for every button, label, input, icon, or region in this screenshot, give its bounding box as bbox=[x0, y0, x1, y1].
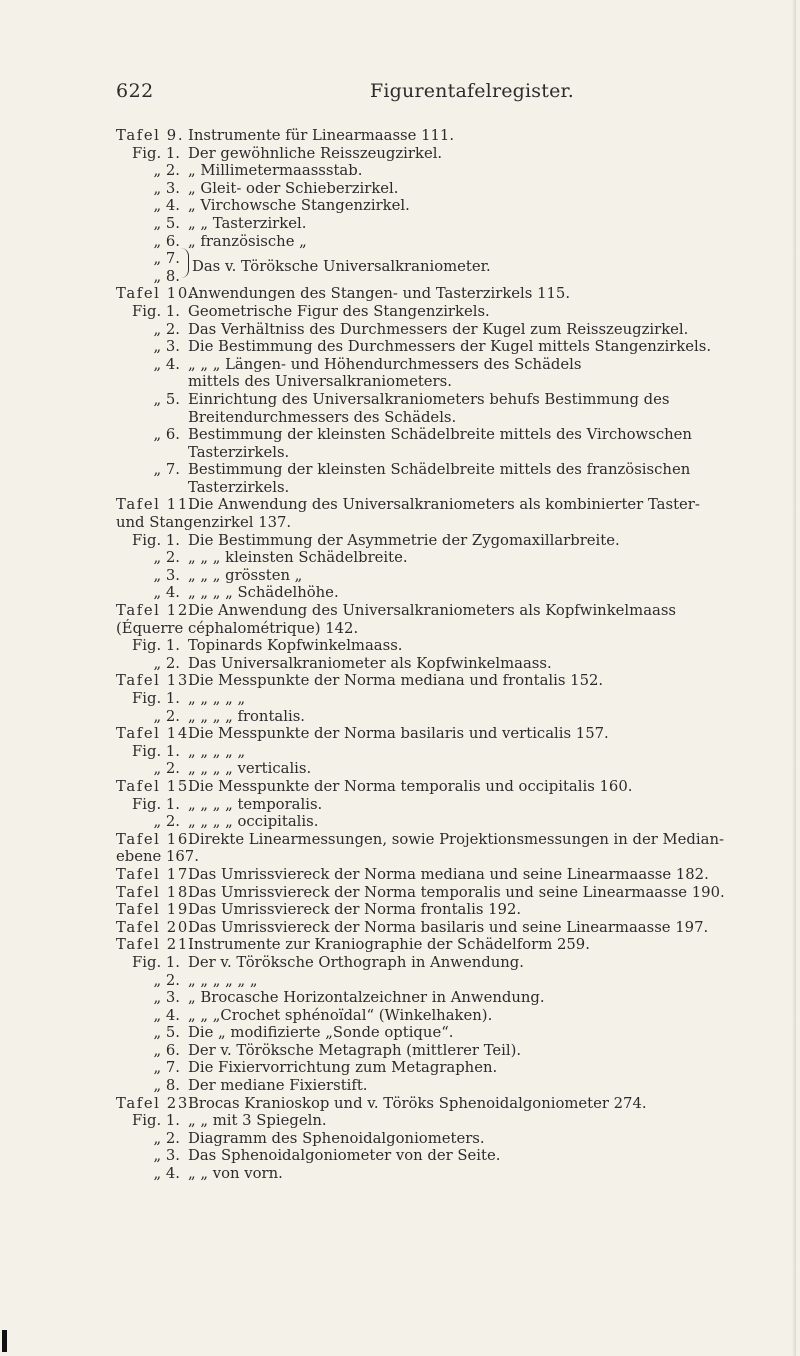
entry-text: „ Virchowsche Stangenzirkel. bbox=[188, 197, 410, 215]
entry-text: Breitendurchmessers des Schädels. bbox=[188, 408, 457, 426]
entry-text: mittels des Universalkraniometers. bbox=[188, 373, 452, 391]
figure-label: „ 7. bbox=[153, 1059, 180, 1077]
figure-label: Fig. 1. bbox=[132, 531, 180, 549]
figure-entry bbox=[0, 567, 800, 585]
entry-text: „ Brocasche Horizontalzeichner in Anwendung. bbox=[188, 989, 545, 1007]
figure-entry bbox=[0, 426, 800, 444]
entry-text: Der v. Töröksche Metagraph (mittlerer Teil). bbox=[188, 1041, 522, 1059]
entry-text: „ „ von vorn. bbox=[188, 1165, 283, 1183]
figure-label: „ 4. bbox=[153, 584, 180, 602]
entry-text: Die Fixiervorrichtung zum Metagraphen. bbox=[188, 1059, 498, 1077]
tafel-entry bbox=[0, 1095, 800, 1113]
figure-entry bbox=[0, 233, 800, 251]
figure-label: Fig. 1. bbox=[132, 953, 180, 971]
entry-text: Die Messpunkte der Norma mediana und frontalis 152. bbox=[188, 672, 604, 690]
figure-label: Fig. 1. bbox=[132, 144, 180, 162]
figure-label: „ 6. bbox=[153, 426, 180, 444]
entry-text: Tasterzirkels. bbox=[188, 478, 290, 496]
tafel-label: Tafel 11. bbox=[116, 496, 196, 514]
entry-text: Die Anwendung des Universalkraniometers als kombinierter Taster- bbox=[188, 496, 700, 514]
page-number: 622 bbox=[116, 80, 154, 102]
figure-label: Fig. 1. bbox=[132, 1112, 180, 1130]
tafel-label: Tafel 23. bbox=[116, 1094, 196, 1112]
entry-text: Bestimmung der kleinsten Schädelbreite mittels des französischen bbox=[188, 461, 691, 479]
figure-entry bbox=[0, 1007, 800, 1025]
figure-label: „ 6. bbox=[153, 1041, 180, 1059]
entry-text: „ Gleit- oder Schieberzirkel. bbox=[188, 179, 399, 197]
entry-text: „ „ „ „ occipitalis. bbox=[188, 813, 319, 831]
figure-label: „ 3. bbox=[153, 179, 180, 197]
figure-label: „ 5. bbox=[153, 390, 180, 408]
figure-label: „ 5. bbox=[153, 1024, 180, 1042]
tafel-entry bbox=[0, 936, 800, 954]
figure-entry bbox=[0, 1112, 800, 1130]
tafel-entry bbox=[0, 778, 800, 796]
entry-text: ebene 167. bbox=[116, 848, 199, 866]
entry-text: Geometrische Figur des Stangenzirkels. bbox=[188, 302, 490, 320]
tafel-entry bbox=[0, 285, 800, 303]
tafel-entry bbox=[0, 884, 800, 902]
entry-text: Das Universalkraniometer als Kopfwinkelmaass. bbox=[188, 654, 552, 672]
entry-text: Topinards Kopfwinkelmaass. bbox=[188, 637, 403, 655]
figure-entry bbox=[0, 972, 800, 990]
entry-text: „ „ „ Längen- und Höhendurchmessers des Schädels bbox=[188, 355, 582, 373]
figure-label: „ 3. bbox=[153, 989, 180, 1007]
entry-text: und Stangenzirkel 137. bbox=[116, 514, 292, 532]
figure-label: „ 3. bbox=[153, 338, 180, 356]
tafel-entry bbox=[0, 919, 800, 937]
entry-text: Brocas Kranioskop und v. Töröks Sphenoidalgoniometer 274. bbox=[188, 1094, 647, 1112]
entry-text: Anwendungen des Stangen- und Tasterzirkels 115. bbox=[188, 285, 571, 303]
entry-text: Die Bestimmung des Durchmessers der Kugel mittels Stangenzirkels. bbox=[188, 338, 712, 356]
entry-text: Das Umrissviereck der Norma frontalis 192. bbox=[188, 901, 522, 919]
figure-entry bbox=[0, 760, 800, 778]
margin-mark bbox=[2, 1330, 7, 1352]
entry-text: (Équerre céphalométrique) 142. bbox=[116, 619, 359, 637]
entry-text: Instrumente zur Kraniographie der Schädelform 259. bbox=[188, 936, 590, 954]
figure-entry bbox=[0, 532, 800, 550]
entry-text: Bestimmung der kleinsten Schädelbreite mittels des Virchowschen bbox=[188, 426, 692, 444]
tafel-entry bbox=[0, 127, 800, 145]
tafel-entry bbox=[0, 496, 800, 514]
page-edge-shadow bbox=[792, 0, 796, 1356]
entry-text: „ „ „ „ „ bbox=[188, 690, 246, 707]
entry-text: Das v. Töröksche Universalkraniometer. bbox=[192, 258, 491, 276]
running-title: Figurentafelregister. bbox=[370, 80, 574, 102]
entry-text: Instrumente für Linearmaasse 111. bbox=[188, 127, 455, 144]
figure-entry bbox=[0, 796, 800, 814]
figure-label: „ 3. bbox=[153, 1147, 180, 1165]
tafel-label: Tafel 15. bbox=[116, 777, 196, 795]
tafel-entry bbox=[0, 866, 800, 884]
entry-text: „ „ „ „ frontalis. bbox=[188, 707, 305, 725]
figure-label: „ 5. bbox=[153, 214, 180, 232]
entry-text: „ „ mit 3 Spiegeln. bbox=[188, 1112, 327, 1130]
tafel-label: Tafel 12. bbox=[116, 602, 196, 620]
tafel-label: Tafel 16. bbox=[116, 830, 196, 848]
figure-label: „ 7. bbox=[153, 250, 180, 268]
continuation-line bbox=[0, 514, 800, 532]
figure-label: „ 2. bbox=[153, 760, 180, 778]
figure-label: „ 2. bbox=[153, 320, 180, 338]
tafel-entry bbox=[0, 901, 800, 919]
tafel-label: Tafel 17. bbox=[116, 865, 196, 883]
entry-text: Die „ modifizierte „Sonde optique“. bbox=[188, 1024, 454, 1042]
figure-label: Fig. 1. bbox=[132, 302, 180, 320]
entry-text: Einrichtung des Universalkraniometers behufs Bestimmung des bbox=[188, 390, 670, 408]
tafel-label: Tafel 21. bbox=[116, 936, 196, 954]
figure-entry bbox=[0, 162, 800, 180]
figure-entry bbox=[0, 1165, 800, 1183]
entry-text: Die Bestimmung der Asymmetrie der Zygomaxillarbreite. bbox=[188, 531, 620, 549]
tafel-label: Tafel 13. bbox=[116, 672, 196, 690]
tafel-label: Tafel 10. bbox=[116, 285, 196, 303]
figure-entry bbox=[0, 321, 800, 339]
entry-text: „ „ „ kleinsten Schädelbreite. bbox=[188, 549, 408, 567]
entry-text: Das Verhältniss des Durchmessers der Kugel zum Reisszeugzirkel. bbox=[188, 320, 689, 338]
figure-entry bbox=[0, 250, 800, 276]
continuation-line bbox=[0, 444, 800, 462]
figure-entry bbox=[0, 549, 800, 567]
figure-label: „ 4. bbox=[153, 1165, 180, 1183]
figure-entry bbox=[0, 391, 800, 409]
tafel-entry bbox=[0, 831, 800, 849]
continuation-line bbox=[0, 409, 800, 427]
continuation-line bbox=[0, 620, 800, 638]
tafel-label: Tafel 14. bbox=[116, 725, 196, 743]
continuation-line bbox=[0, 479, 800, 497]
figure-entry bbox=[0, 655, 800, 673]
tafel-label: Tafel 19. bbox=[116, 901, 196, 919]
tafel-label: Tafel 20. bbox=[116, 918, 196, 936]
figure-label: „ 2. bbox=[153, 1129, 180, 1147]
figure-entry bbox=[0, 1042, 800, 1060]
tafel-label: Tafel 9. bbox=[116, 127, 185, 144]
entry-text: Die Anwendung des Universalkraniometers als Kopfwinkelmaass bbox=[188, 602, 677, 620]
figure-label: „ 2. bbox=[153, 162, 180, 180]
entry-text: Diagramm des Sphenoidalgoniometers. bbox=[188, 1129, 485, 1147]
figure-label: „ 8. bbox=[153, 1077, 180, 1095]
figure-label: „ 2. bbox=[153, 654, 180, 672]
entry-text: „ „ „ grössten „ bbox=[188, 566, 303, 584]
figure-entry bbox=[0, 1024, 800, 1042]
figure-entry bbox=[0, 954, 800, 972]
tafel-label: Tafel 18. bbox=[116, 883, 196, 901]
entry-text: Das Umrissviereck der Norma basilaris und seine Linearmaasse 197. bbox=[188, 918, 709, 936]
figure-label: Fig. 1. bbox=[132, 637, 180, 655]
continuation-line bbox=[0, 373, 800, 391]
figure-entry bbox=[0, 461, 800, 479]
figure-entry bbox=[0, 1077, 800, 1095]
entry-text: Der gewöhnliche Reisszeugzirkel. bbox=[188, 144, 443, 162]
figure-label: „ 2. bbox=[153, 707, 180, 725]
entry-text: „ „ „Crochet sphénoïdal“ (Winkelhaken). bbox=[188, 1006, 493, 1024]
entry-text: Direkte Linearmessungen, sowie Projektionsmessungen in der Median- bbox=[188, 830, 724, 848]
figure-label: „ 4. bbox=[153, 355, 180, 373]
figure-entry bbox=[0, 989, 800, 1007]
figure-register-list bbox=[0, 127, 800, 1183]
figure-label: Fig. 1. bbox=[132, 742, 180, 760]
figure-label: „ 3. bbox=[153, 566, 180, 584]
figure-label: „ 2. bbox=[153, 813, 180, 831]
figure-entry bbox=[0, 303, 800, 321]
figure-label: „ 7. bbox=[153, 461, 180, 479]
figure-label: „ 2. bbox=[153, 971, 180, 989]
figure-entry bbox=[0, 1147, 800, 1165]
figure-entry bbox=[0, 637, 800, 655]
continuation-line bbox=[0, 848, 800, 866]
figure-entry bbox=[0, 813, 800, 831]
entry-text: Tasterzirkels. bbox=[188, 443, 290, 461]
entry-text: Die Messpunkte der Norma temporalis und occipitalis 160. bbox=[188, 777, 633, 795]
entry-text: Die Messpunkte der Norma basilaris und verticalis 157. bbox=[188, 725, 609, 743]
figure-entry bbox=[0, 708, 800, 726]
figure-label: „ 2. bbox=[153, 549, 180, 567]
figure-entry bbox=[0, 215, 800, 233]
entry-text: „ Millimetermaassstab. bbox=[188, 162, 363, 180]
figure-label: Fig. 1. bbox=[132, 795, 180, 813]
page-header bbox=[116, 80, 660, 110]
figure-entry bbox=[0, 743, 800, 761]
figure-entry bbox=[0, 338, 800, 356]
tafel-entry bbox=[0, 602, 800, 620]
entry-text: Das Umrissviereck der Norma mediana und seine Linearmaasse 182. bbox=[188, 865, 709, 883]
entry-text: Der v. Töröksche Orthograph in Anwendung. bbox=[188, 953, 524, 971]
figure-entry bbox=[0, 1130, 800, 1148]
figure-label: „ 4. bbox=[153, 1006, 180, 1024]
entry-text: Das Sphenoidalgoniometer von der Seite. bbox=[188, 1147, 501, 1165]
figure-label: „ 8. bbox=[153, 267, 180, 285]
figure-label: „ 6. bbox=[153, 232, 180, 250]
figure-label: Fig. 1. bbox=[132, 690, 180, 707]
figure-entry bbox=[0, 197, 800, 215]
figure-label: „ 4. bbox=[153, 197, 180, 215]
entry-text: „ „ „ „ „ bbox=[188, 742, 246, 760]
entry-text: „ „ Tasterzirkel. bbox=[188, 214, 307, 232]
tafel-entry bbox=[0, 725, 800, 743]
entry-text: „ „ „ „ „ „ bbox=[188, 971, 258, 989]
entry-text: „ französische „ bbox=[188, 232, 307, 250]
figure-entry bbox=[0, 690, 800, 708]
entry-text: Das Umrissviereck der Norma temporalis und seine Linearmaasse 190. bbox=[188, 883, 725, 901]
figure-entry bbox=[0, 180, 800, 198]
entry-text: „ „ „ „ verticalis. bbox=[188, 760, 312, 778]
tafel-entry bbox=[0, 672, 800, 690]
entry-text: „ „ „ „ Schädelhöhe. bbox=[188, 584, 339, 602]
figure-entry bbox=[0, 1059, 800, 1077]
entry-text: Der mediane Fixierstift. bbox=[188, 1077, 368, 1095]
entry-text: „ „ „ „ temporalis. bbox=[188, 795, 323, 813]
figure-entry bbox=[0, 584, 800, 602]
figure-entry bbox=[0, 356, 800, 374]
figure-entry bbox=[0, 268, 800, 286]
figure-entry bbox=[0, 145, 800, 163]
